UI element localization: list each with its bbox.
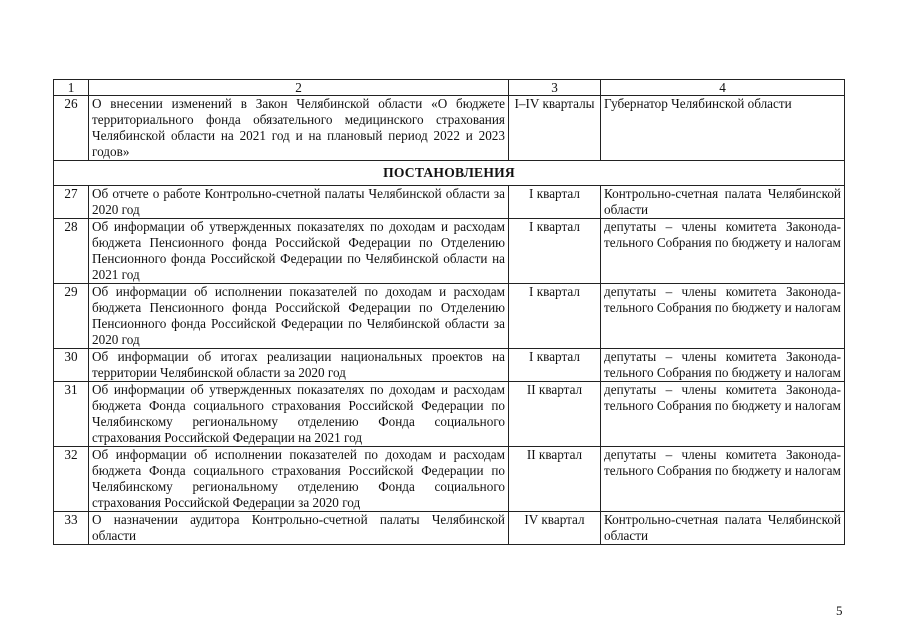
row-title: Об информации об исполнении показателей по доходам и расходам бюджета Фонда социального страхования Российской Федерации по Челябинскому региональному отделению Фонда социального страхования Российской Федерации за 2020 год [89,447,509,512]
row-period: II квартал [509,382,601,447]
row-responsible: депутаты – члены комитета Законодательного Собрания по бюджету и налогам [601,349,845,382]
table-row [54,186,845,219]
row-title: Об отчете о работе Контрольно-счетной палаты Челябинской области за 2020 год [89,186,509,219]
table-header-row [54,80,845,96]
row-period: I квартал [509,284,601,349]
table-row [54,512,845,545]
row-responsible: депутаты – члены комитета Законодательного Собрания по бюджету и налогам [601,447,845,512]
row-period: I квартал [509,186,601,219]
row-period: I–IV кварталы [509,96,601,161]
row-responsible: Контрольно-счетная палата Челябинской области [601,186,845,219]
plan-table [53,79,845,545]
row-number: 29 [54,284,89,349]
row-title: Об информации об исполнении показателей по доходам и расходам бюджета Пенсионного фонда Российской Федерации по Отделению Пенсионного фонда Российской Федерации по Челябинской области за 2020 год [89,284,509,349]
row-responsible: Губернатор Челябинской области [601,96,845,161]
row-title: Об информации об утвержденных показателях по доходам и расходам бюджета Пенсионного фонда Российской Федерации по Отделению Пенсионного фонда Российской Федерации по Челябинской области на 2021 год [89,219,509,284]
table-row [54,219,845,284]
row-title: Об информации об итогах реализации национальных проектов на территории Челябинской области за 2020 год [89,349,509,382]
table-row [54,284,845,349]
row-number: 30 [54,349,89,382]
row-period: II квартал [509,447,601,512]
header-col-3: 3 [509,80,601,96]
row-title: О назначении аудитора Контрольно-счетной палаты Челябинской области [89,512,509,545]
header-col-4: 4 [601,80,845,96]
row-number: 27 [54,186,89,219]
row-number: 31 [54,382,89,447]
row-number: 33 [54,512,89,545]
section-title: ПОСТАНОВЛЕНИЯ [54,161,845,186]
row-number: 32 [54,447,89,512]
row-responsible: депутаты – члены комитета Законодательного Собрания по бюджету и налогам [601,219,845,284]
page-number: 5 [836,603,843,618]
table-row [54,349,845,382]
row-number: 28 [54,219,89,284]
table-row [54,447,845,512]
row-period: I квартал [509,219,601,284]
row-title: Об информации об утвержденных показателях по доходам и расходам бюджета Фонда социального страхования Российской Федерации по Челябинскому региональному отделению Фонда социального страхования Российской Федерации на 2021 год [89,382,509,447]
row-title: О внесении изменений в Закон Челябинской области «О бюджете территориального фонда обязательного медицинского страхования Челябинской области на 2021 год и на плановый период 2022 и 2023 годов» [89,96,509,161]
row-responsible: депутаты – члены комитета Законодательного Собрания по бюджету и налогам [601,382,845,447]
row-responsible: Контрольно-счетная палата Челябинской области [601,512,845,545]
section-row [54,161,845,186]
table-row [54,382,845,447]
header-col-1: 1 [54,80,89,96]
row-responsible: депутаты – члены комитета Законодательного Собрания по бюджету и налогам [601,284,845,349]
table-row [54,96,845,161]
row-period: I квартал [509,349,601,382]
row-period: IV квартал [509,512,601,545]
row-number: 26 [54,96,89,161]
header-col-2: 2 [89,80,509,96]
